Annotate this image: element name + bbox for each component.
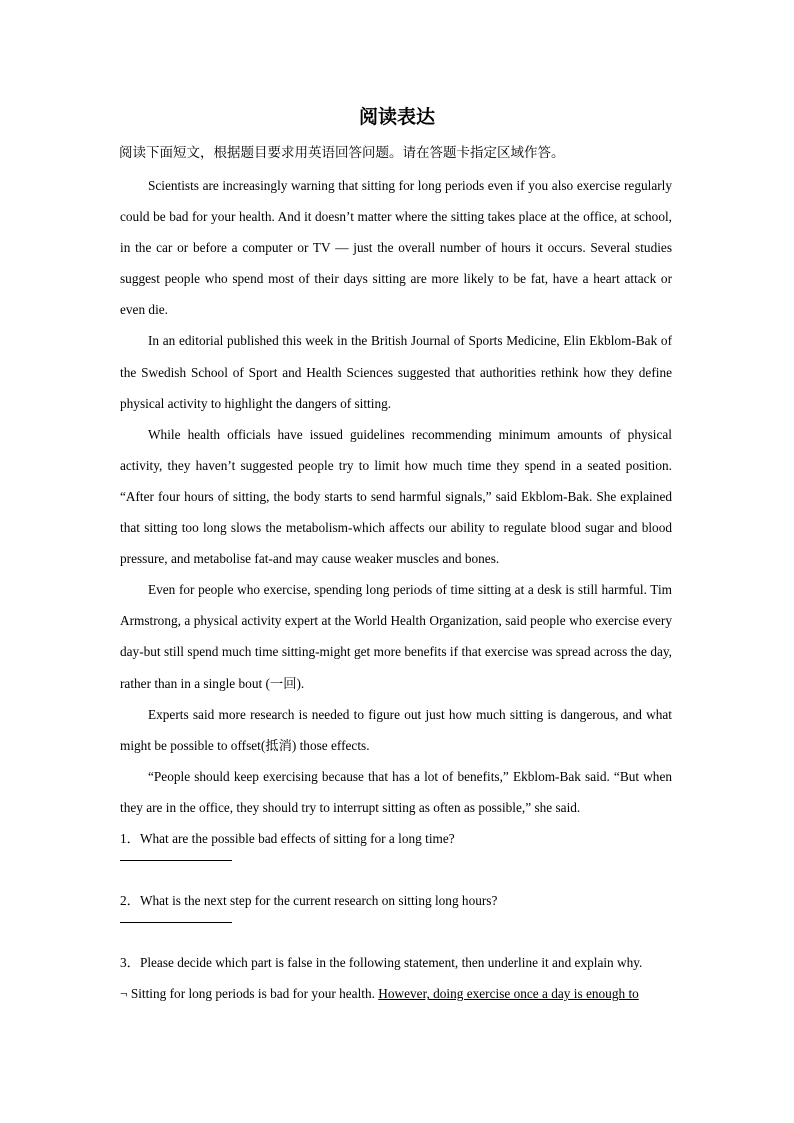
passage-paragraph: While health officials have issued guidelines recommending minimum amounts of physical activity, they haven’t suggested people try to limit how much time they spend in a seated position. “After four hours of sitting, the body starts to send harmful signals,” said Ekblom-Bak. She explained that sitting too long slows the metabolism-which affects our ability to regulate blood sugar and blood pressure, and metabolise fat-and may cause weaker muscles and bones. — [120, 426, 672, 567]
passage-paragraph: “People should keep exercising because that has a lot of benefits,” Ekblom-Bak said. “But when they are in the office, they should try to interrupt sitting as often as possible,” she said. — [120, 768, 672, 815]
passage-paragraph: In an editorial published this week in the British Journal of Sports Medicine, Elin Ekblom-Bak of the Swedish School of Sport and Health Sciences suggested that authorities rethink how they define physical activity to highlight the dangers of sitting. — [120, 333, 672, 411]
passage-paragraph: Experts said more research is needed to figure out just how much sitting is dangerous, and what might be possible to offset(抵消) those effects. — [120, 706, 672, 753]
question-3-statement — [120, 978, 672, 1009]
question-2: 2．What is the next step for the current research on sitting long hours? — [120, 893, 498, 909]
statement-prefix: ¬ Sitting for long periods is bad for your health. — [120, 986, 379, 1002]
question-3: 3．Please decide which part is false in the following statement, then underline it and explain why. — [120, 955, 643, 971]
statement-underlined-part: However, doing exercise once a day is enough to — [378, 986, 639, 1002]
answer-blank-1[interactable] — [120, 854, 672, 885]
passage — [120, 170, 672, 1010]
page-title: 阅读表达 — [358, 106, 435, 128]
instruction-text: 阅读下面短文，根据题目要求用英语回答问题。请在答题卡指定区域作答。 — [119, 145, 565, 161]
answer-blank-2[interactable] — [120, 916, 672, 947]
question-1: 1．What are the possible bad effects of sitting for a long time? — [120, 830, 455, 846]
passage-paragraph: Scientists are increasingly warning that sitting for long periods even if you also exercise regularly could be bad for your health. And it doesn’t matter where the sitting takes place at the office, at school, in the car or before a computer or TV — just the overall number of hours it occurs. Several studies suggest people who spend most of their days sitting are more likely to be fat, have a heart attack or even die. — [120, 178, 672, 318]
passage-paragraph: Even for people who exercise, spending long periods of time sitting at a desk is still harmful. Tim Armstrong, a physical activity expert at the World Health Organization, said people who exercise every day-but still spend much time sitting-might get more benefits if that exercise was spread across the day, rather than in a single bout (一回). — [120, 582, 672, 691]
